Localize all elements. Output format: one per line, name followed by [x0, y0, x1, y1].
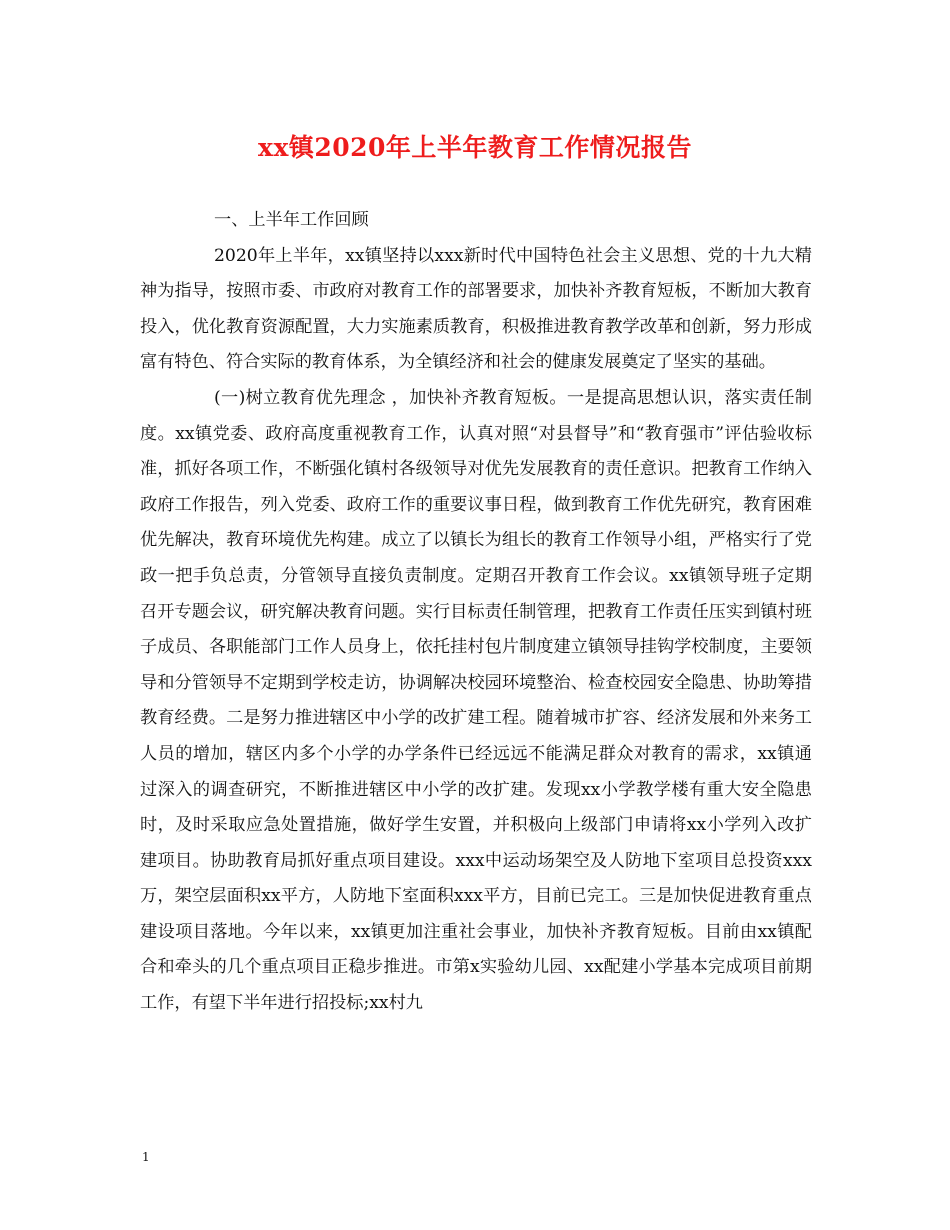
- section-heading: 一、上半年工作回顾: [214, 210, 369, 230]
- paragraph-section-one: (一)树立教育优先理念 ，加快补齐教育短板。一是提高思想认识，落实责任制度。xx镇党委、政府高度重视教育工作，认真对照“对县督导”和“教育强市”评估验收标准，抓好各项工作，不断强化镇村各级领导对优先发展教育的责任意识。把教育工作纳入政府工作报告，列入党委、政府工作的重要议事日程，做到教育工作优先研究，教育困难优先解决，教育环境优先构建。成立了以镇长为组长的教育工作领导小组，严格实行了党政一把手负总责，分管领导直接负责制度。定期召开教育工作会议。xx镇领导班子定期召开专题会议，研究解决教育问题。实行目标责任制管理，把教育工作责任压实到镇村班子成员、各职能部门工作人员身上，依托挂村包片制度建立镇领导挂钩学校制度，主要领导和分管领导不定期到学校走访，协调解决校园环境整治、检查校园安全隐患、协助筹措教育经费。二是努力推进辖区中小学的改扩建工程。随着城市扩容、经济发展和外来务工人员的增加，辖区内多个小学的办学条件已经远远不能满足群众对教育的需求，xx镇通过深入的调查研究，不断推进辖区中小学的改扩建。发现xx小学教学楼有重大安全隐患时，及时采取应急处置措施，做好学生安置，并积极向上级部门申请将xx小学列入改扩建项目。协助教育局抓好重点项目建设。xxx中运动场架空及人防地下室项目总投资xxx万，架空层面积xx平方，人防地下室面积xxx平方，目前已完工。三是加快促进教育重点建设项目落地。今年以来，xx镇更加注重社会事业，加快补齐教育短板。目前由xx镇配合和牵头的几个重点项目正稳步推进。市第x实验幼儿园、xx配建小学基本完成项目前期工作，有望下半年进行招投标;xx村九: [140, 387, 812, 1014]
- document-title: xx镇2020年上半年教育工作情况报告: [258, 133, 692, 162]
- paragraph-intro: 2020年上半年，xx镇坚持以xxx新时代中国特色社会主义思想、党的十九大精神为指导，按照市委、市政府对教育工作的部署要求，加快补齐教育短板，不断加大教育投入，优化教育资源配置，大力实施素质教育，积极推进教育教学改革和创新，努力形成富有特色、符合实际的教育体系，为全镇经济和社会的健康发展奠定了坚实的基础。: [140, 245, 812, 373]
- page-number: 1: [142, 1150, 150, 1164]
- document-body: [140, 203, 812, 1022]
